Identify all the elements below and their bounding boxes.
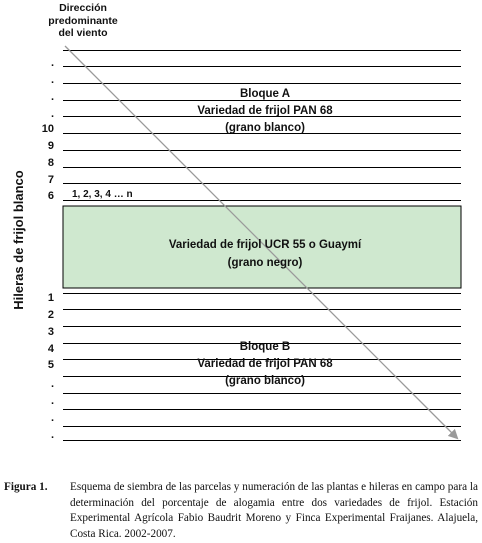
caption-label: Figura 1. <box>4 481 48 493</box>
block-a-grain: (grano blanco) <box>225 122 305 134</box>
row-label-top: . <box>50 91 54 103</box>
block-b-grain: (grano blanco) <box>225 375 305 387</box>
row-label-bottom: . <box>50 378 54 390</box>
plant-numbering-label: 1, 2, 3, 4 … n <box>72 189 133 200</box>
row-label-top: 8 <box>47 157 54 169</box>
row-label-top: . <box>50 57 54 69</box>
row-label-bottom: . <box>50 412 54 424</box>
row-label-top: . <box>50 108 54 120</box>
row-label-bottom: 1 <box>47 292 54 304</box>
block-a-title: Bloque A <box>239 88 291 100</box>
row-label-bottom: 2 <box>47 309 54 321</box>
row-label-top: 9 <box>47 140 54 152</box>
row-label-top: 7 <box>47 174 54 186</box>
block-a-variety: Variedad de frijol PAN 68 <box>197 105 333 117</box>
row-label-top: . <box>50 74 54 86</box>
middle-variety-name: Variedad de frijol UCR 55 o Guaymí <box>168 239 362 251</box>
row-label-bottom: 5 <box>47 359 54 371</box>
row-label-top: 10 <box>41 123 54 135</box>
block-b-title: Bloque B <box>239 341 291 353</box>
middle-variety-grain: (grano negro) <box>227 257 303 269</box>
caption-text: Esquema de siembra de las parcelas y numeración de las plantas e hileras en campo para la determinación del porcentaje de alogamia entre dos variedades de frijol. Estación Experimental Agrícola Fabio Baudrit Moreno y Finca Experimental Fraijanes. Alajuela, Costa Rica. 2002-2007. <box>70 481 478 540</box>
rows-axis-title: Hileras de frijol blanco <box>11 170 26 310</box>
row-label-bottom: . <box>50 429 54 441</box>
row-label-top: 6 <box>47 190 54 202</box>
block-b-variety: Variedad de frijol PAN 68 <box>197 358 333 370</box>
wind-direction-label: Dirección predominante del viento <box>48 2 118 39</box>
row-label-bottom: 4 <box>47 343 54 355</box>
row-label-bottom: 3 <box>47 326 54 338</box>
row-label-bottom: . <box>50 395 54 407</box>
